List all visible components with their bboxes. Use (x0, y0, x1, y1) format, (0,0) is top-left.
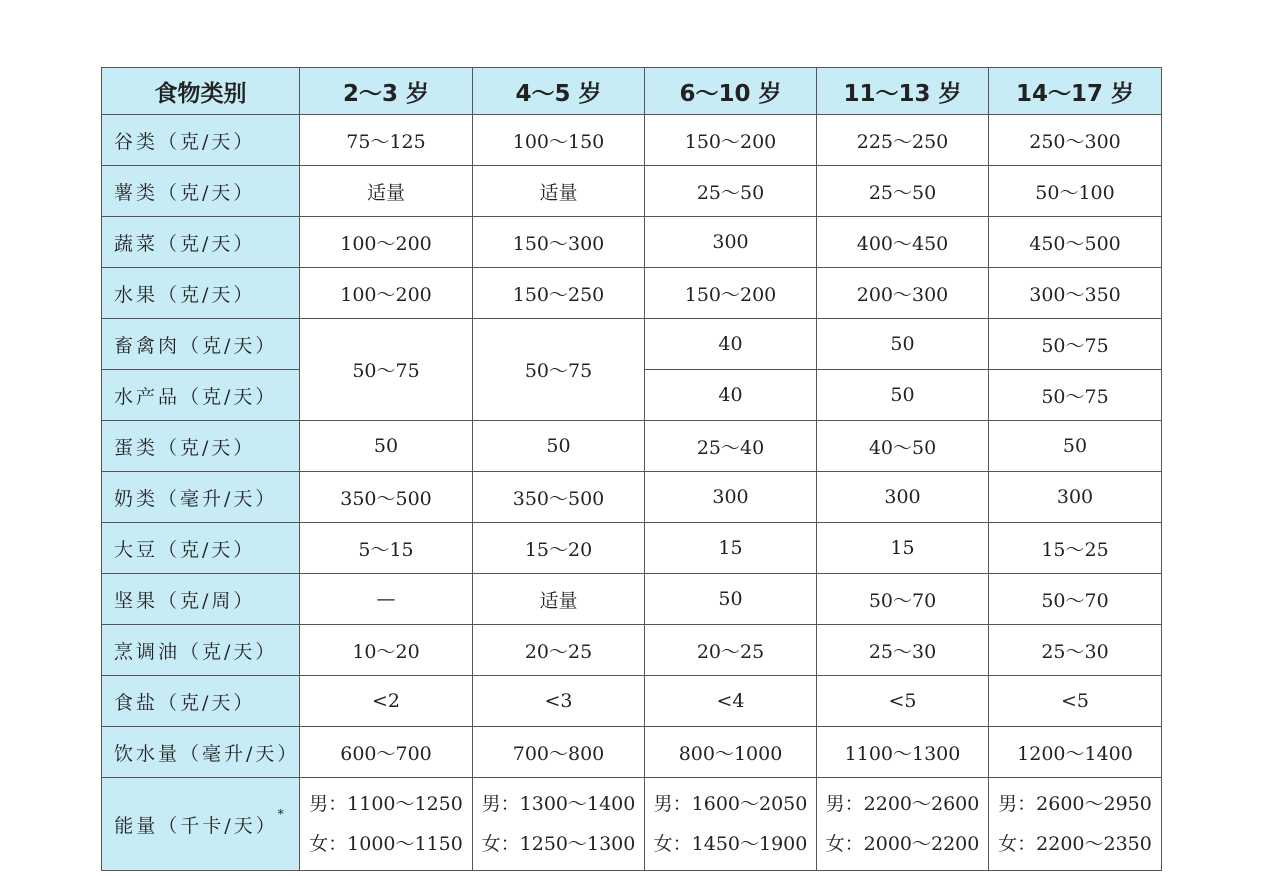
food-intake-table (101, 67, 1162, 871)
header-food-category: 食物类别 (102, 68, 300, 115)
header-age-2-3: 2～3 岁 (300, 68, 473, 115)
table-cell: 25～30 (989, 625, 1162, 676)
energy-cell (473, 778, 645, 871)
row-label: 谷类（克/天） (102, 115, 300, 166)
table-cell: 300 (645, 472, 817, 523)
energy-male: 男：1100～1250 (309, 793, 463, 815)
table-cell: 50～70 (817, 574, 989, 625)
row-label: 食盐（克/天） (102, 676, 300, 727)
table-cell: 50～100 (989, 166, 1162, 217)
energy-cell (989, 778, 1162, 871)
table-cell: 25～50 (817, 166, 989, 217)
row-label: 蛋类（克/天） (102, 421, 300, 472)
energy-male: 男：1300～1400 (481, 793, 636, 815)
table-cell: 150～250 (473, 268, 645, 319)
table-cell: 300 (989, 472, 1162, 523)
merged-cell: 50～75 (473, 319, 645, 421)
table-row (102, 727, 1162, 778)
table-cell: 150～300 (473, 217, 645, 268)
table-cell: 50 (300, 421, 473, 472)
table-row (102, 319, 1162, 370)
table-row (102, 217, 1162, 268)
table-cell: 25～40 (645, 421, 817, 472)
table-row (102, 421, 1162, 472)
table-cell: 15～25 (989, 523, 1162, 574)
table-row (102, 472, 1162, 523)
row-label: 烹调油（克/天） (102, 625, 300, 676)
row-label: 水果（克/天） (102, 268, 300, 319)
table-cell: 50～70 (989, 574, 1162, 625)
table-cell: 600～700 (300, 727, 473, 778)
table-cell: 1100～1300 (817, 727, 989, 778)
table-cell: 300 (817, 472, 989, 523)
table-row (102, 268, 1162, 319)
energy-female: 女：1250～1300 (481, 833, 636, 855)
energy-male: 男：1600～2050 (653, 793, 808, 815)
header-age-11-13: 11～13 岁 (817, 68, 989, 115)
header-age-6-10: 6～10 岁 (645, 68, 817, 115)
table-cell: 250～300 (989, 115, 1162, 166)
row-label: 薯类（克/天） (102, 166, 300, 217)
energy-female: 女：2000～2200 (825, 833, 980, 855)
table-cell: 15～20 (473, 523, 645, 574)
table-cell: 适量 (473, 166, 645, 217)
table-cell: <5 (817, 676, 989, 727)
energy-row (102, 778, 1162, 871)
table-cell: 100～150 (473, 115, 645, 166)
header-row (102, 68, 1162, 115)
table-cell: 25～30 (817, 625, 989, 676)
table-cell: 25～50 (645, 166, 817, 217)
table-cell: 适量 (473, 574, 645, 625)
footnote-mark: * (277, 806, 287, 821)
header-age-4-5: 4～5 岁 (473, 68, 645, 115)
row-label: 水产品（克/天） (102, 370, 300, 421)
table-cell: 1200～1400 (989, 727, 1162, 778)
energy-male: 男：2200～2600 (825, 793, 980, 815)
table-cell: 350～500 (300, 472, 473, 523)
table-cell: 5～15 (300, 523, 473, 574)
table-cell: 150～200 (645, 115, 817, 166)
table-cell: 15 (817, 523, 989, 574)
table-cell: 300 (645, 217, 817, 268)
table-cell: 700～800 (473, 727, 645, 778)
table-cell: 350～500 (473, 472, 645, 523)
table-cell: <2 (300, 676, 473, 727)
table-cell: 50 (817, 319, 989, 370)
table-cell: 200～300 (817, 268, 989, 319)
row-label: 大豆（克/天） (102, 523, 300, 574)
table-cell: 100～200 (300, 268, 473, 319)
table-row (102, 523, 1162, 574)
table-cell: 40 (645, 319, 817, 370)
merged-cell: 50～75 (300, 319, 473, 421)
table-cell: 20～25 (473, 625, 645, 676)
table-cell: 50～75 (989, 319, 1162, 370)
table-cell: 225～250 (817, 115, 989, 166)
table-row (102, 574, 1162, 625)
row-label: 畜禽肉（克/天） (102, 319, 300, 370)
table-cell: 适量 (300, 166, 473, 217)
energy-cell (645, 778, 817, 871)
table-cell: 15 (645, 523, 817, 574)
table-cell: 300～350 (989, 268, 1162, 319)
energy-male: 男：2600～2950 (998, 793, 1152, 815)
row-label: 坚果（克/周） (102, 574, 300, 625)
table-row (102, 625, 1162, 676)
energy-label: 能量（千卡/天） (114, 814, 278, 837)
table-cell: 450～500 (989, 217, 1162, 268)
table-cell: 50 (473, 421, 645, 472)
table-cell: 20～25 (645, 625, 817, 676)
table-cell: — (300, 574, 473, 625)
table-cell: 75～125 (300, 115, 473, 166)
table-row (102, 115, 1162, 166)
row-label: 饮水量（毫升/天） (102, 727, 300, 778)
table-cell: 50 (817, 370, 989, 421)
table-row (102, 676, 1162, 727)
table-cell: <3 (473, 676, 645, 727)
energy-female: 女：1000～1150 (309, 833, 463, 855)
table-cell: 40 (645, 370, 817, 421)
table-cell: <4 (645, 676, 817, 727)
table-cell: <5 (989, 676, 1162, 727)
table-cell: 150～200 (645, 268, 817, 319)
table-cell: 100～200 (300, 217, 473, 268)
table-row (102, 166, 1162, 217)
row-label: 蔬菜（克/天） (102, 217, 300, 268)
header-age-14-17: 14～17 岁 (989, 68, 1162, 115)
table-cell: 10～20 (300, 625, 473, 676)
energy-cell (300, 778, 473, 871)
energy-cell (817, 778, 989, 871)
table-cell: 40～50 (817, 421, 989, 472)
table-cell: 50 (989, 421, 1162, 472)
table-cell: 400～450 (817, 217, 989, 268)
energy-label-cell (102, 778, 300, 871)
energy-female: 女：1450～1900 (653, 833, 808, 855)
table-cell: 800～1000 (645, 727, 817, 778)
energy-female: 女：2200～2350 (998, 833, 1152, 855)
row-label: 奶类（毫升/天） (102, 472, 300, 523)
table-cell: 50～75 (989, 370, 1162, 421)
table-cell: 50 (645, 574, 817, 625)
